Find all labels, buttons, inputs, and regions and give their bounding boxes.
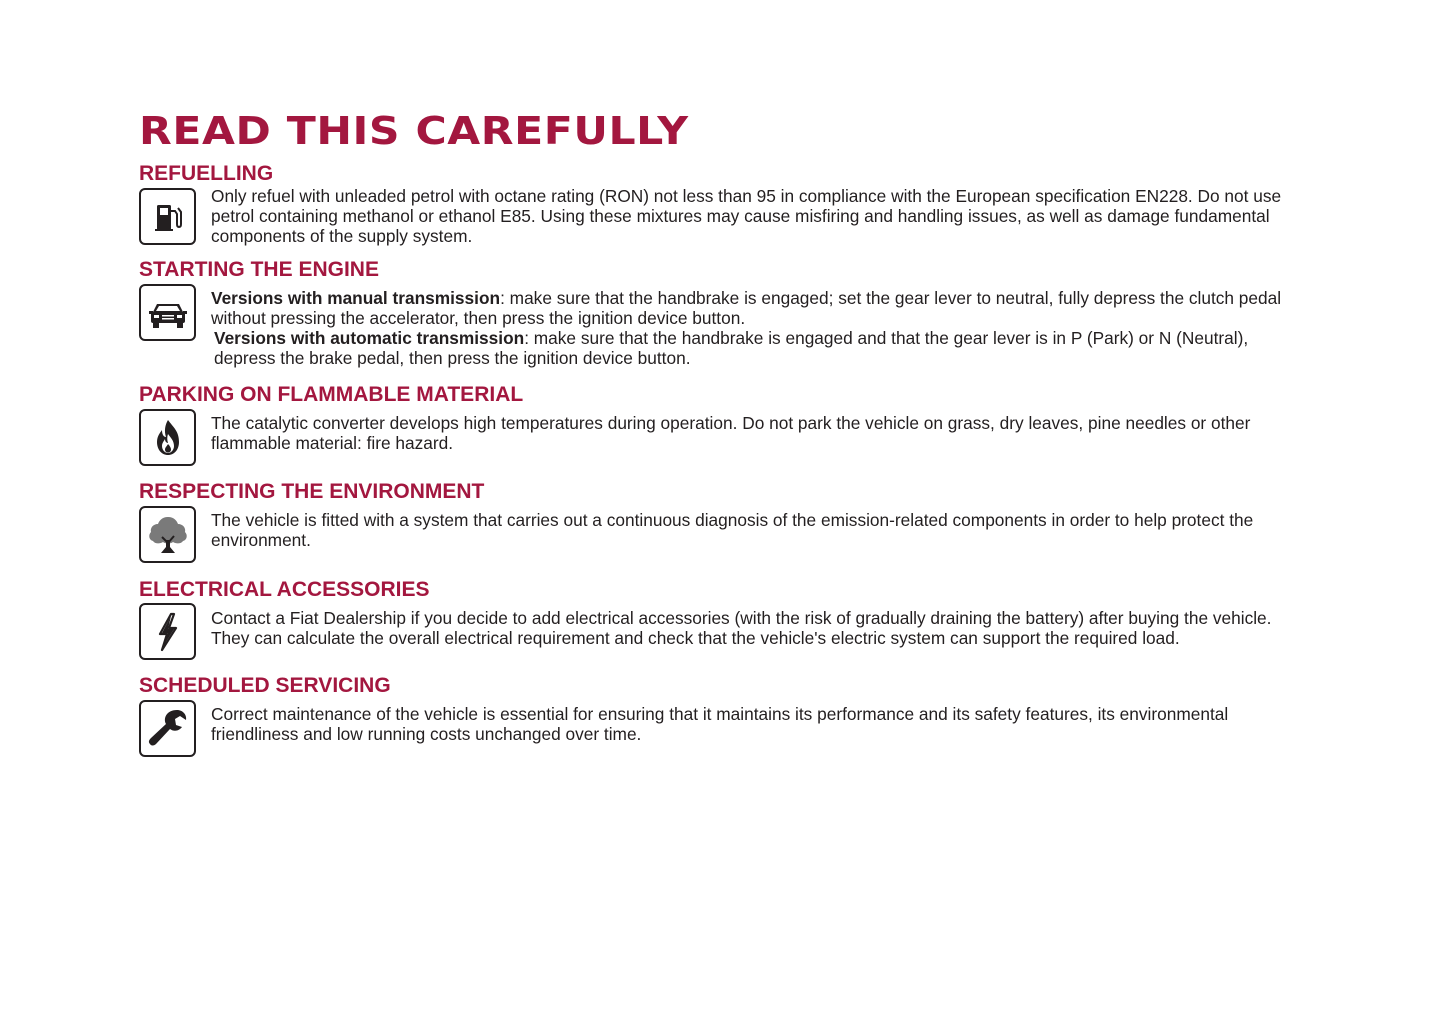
automatic-transmission-text: Versions with automatic transmission: make sure that the handbrake is engaged and that the gear lever is in P (Park) or N (Neutral), depress the brake pedal, then press the ignition device button.	[214, 328, 1249, 368]
tree-icon	[139, 506, 196, 563]
section-scheduled-servicing	[139, 674, 1299, 744]
page-title: READ THIS CAREFULLY	[139, 109, 689, 153]
section-starting-engine	[139, 258, 1299, 368]
fire-icon	[139, 409, 196, 466]
section-refuelling	[139, 162, 1299, 246]
section-title: PARKING ON FLAMMABLE MATERIAL	[139, 383, 524, 406]
section-title: REFUELLING	[139, 162, 274, 185]
lightning-bolt-icon	[139, 603, 196, 660]
section-environment	[139, 480, 1299, 550]
section-text: Correct maintenance of the vehicle is essential for ensuring that it maintains its performance and its safety features, its environmental friendliness and low running costs unchanged over time.	[211, 704, 1229, 744]
section-text: The vehicle is fitted with a system that carries out a continuous diagnosis of the emission-related components in order to help protect the environment.	[211, 510, 1254, 550]
section-title: RESPECTING THE ENVIRONMENT	[139, 480, 485, 503]
section-text: The catalytic converter develops high temperatures during operation. Do not park the vehicle on grass, dry leaves, pine needles or other flammable material: fire hazard.	[211, 413, 1251, 453]
section-electrical-accessories	[139, 578, 1299, 648]
section-text: Only refuel with unleaded petrol with octane rating (RON) not less than 95 in compliance with the European specification EN228. Do not use petrol containing methanol or ethanol E85. Using these mixtures may cause misfiring and handling issues, as well as damage fundamental components of the supply system.	[211, 186, 1282, 246]
section-title: STARTING THE ENGINE	[139, 258, 379, 281]
section-text: Contact a Fiat Dealership if you decide to add electrical accessories (with the risk of gradually draining the battery) after buying the vehicle. They can calculate the overall electrical requirement and check that the vehicle's electric system can support the required load.	[211, 608, 1272, 648]
manual-transmission-text: Versions with manual transmission: make sure that the handbrake is engaged; set the gear lever to neutral, fully depress the clutch pedal without pressing the accelerator, then press the ignition device button.	[211, 288, 1282, 328]
wrench-icon	[139, 700, 196, 757]
car-front-icon	[139, 284, 196, 341]
section-title: SCHEDULED SERVICING	[139, 674, 391, 697]
fuel-pump-icon	[139, 188, 196, 245]
section-flammable-material	[139, 383, 1299, 453]
section-title: ELECTRICAL ACCESSORIES	[139, 578, 430, 601]
